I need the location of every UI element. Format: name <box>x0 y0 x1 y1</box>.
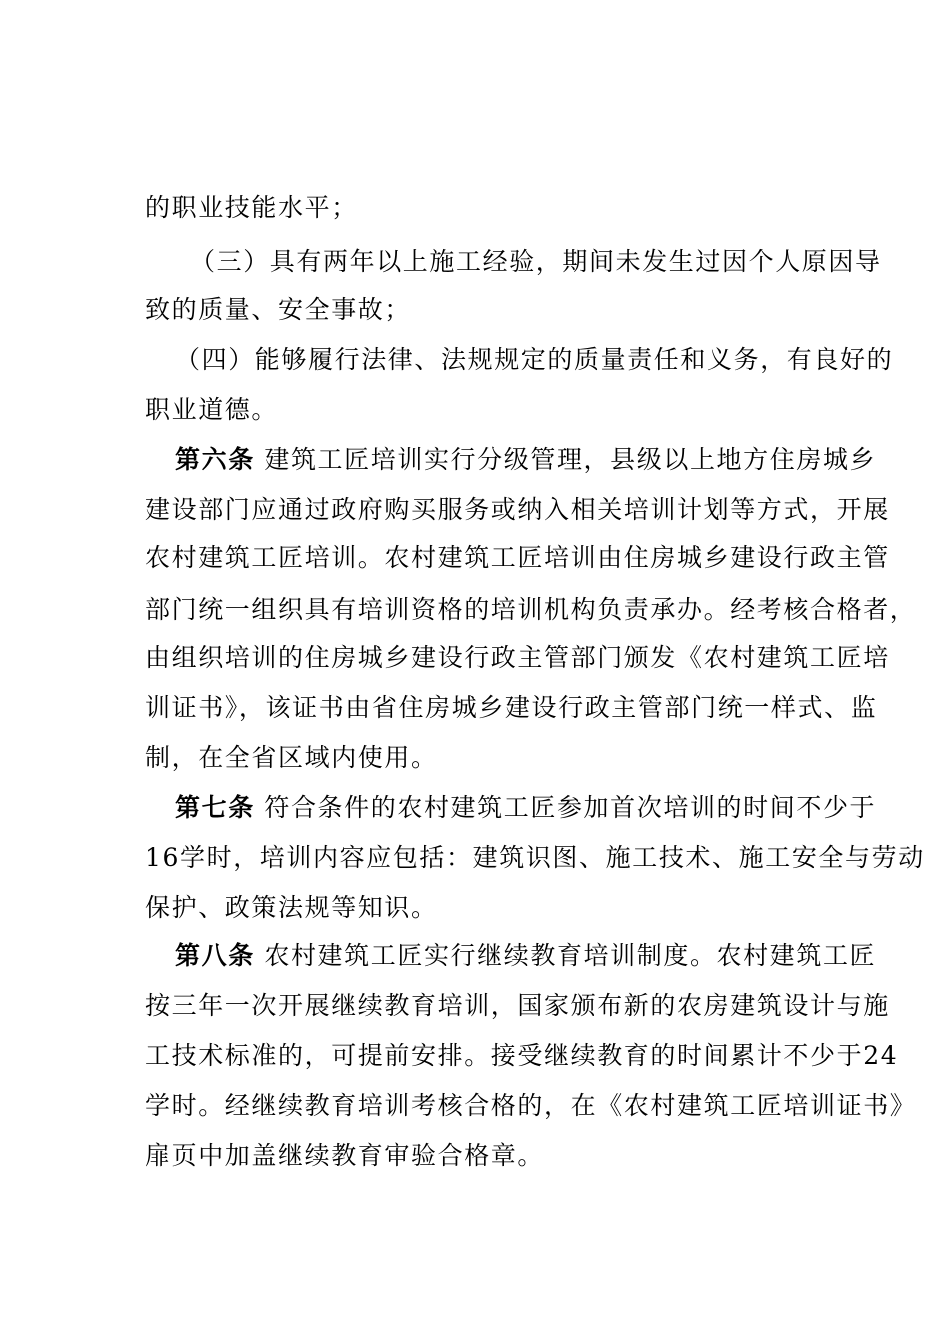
text-line: （四）能够履行法律、法规规定的质量责任和义务，有良好的 <box>175 345 894 374</box>
text-line: 致的质量、安全事故； <box>145 295 412 324</box>
article-8-heading-line: 第八条 农村建筑工匠实行继续教育培训制度。农村建筑工匠 <box>175 941 877 970</box>
text-line: 学时。经继续教育培训考核合格的，在《农村建筑工匠培训证书》 <box>145 1091 917 1120</box>
article-number: 第七条 <box>175 793 255 822</box>
text-line: 职业道德。 <box>145 395 279 424</box>
article-number: 第八条 <box>175 941 255 970</box>
text-line: 16学时，培训内容应包括：建筑识图、施工技术、施工安全与劳动 <box>145 843 925 872</box>
text-line: 部门统一组织具有培训资格的培训机构负责承办。经考核合格者， <box>145 595 917 624</box>
text-line: 按三年一次开展继续教育培训，国家颁布新的农房建筑设计与施 <box>145 991 890 1020</box>
text-line: 建设部门应通过政府购买服务或纳入相关培训计划等方式，开展 <box>145 495 890 524</box>
text-line: 保护、政策法规等知识。 <box>145 893 438 922</box>
text-line: 的职业技能水平； <box>145 193 358 222</box>
text-line: 制，在全省区域内使用。 <box>145 743 438 772</box>
article-number: 第六条 <box>175 445 255 474</box>
text-line: 训证书》，该证书由省住房城乡建设行政主管部门统一样式、监 <box>145 693 878 722</box>
text-line: 农村建筑工匠培训。农村建筑工匠培训由住房城乡建设行政主管 <box>145 543 890 572</box>
text-line: 扉页中加盖继续教育审验合格章。 <box>145 1141 545 1170</box>
text-line: 工技术标准的，可提前安排。接受继续教育的时间累计不少于24 <box>145 1041 899 1070</box>
text-line: （三）具有两年以上施工经验，期间未发生过因个人原因导 <box>190 247 882 276</box>
article-6-heading-line: 第六条 建筑工匠培训实行分级管理，县级以上地方住房城乡 <box>175 445 877 474</box>
article-7-heading-line: 第七条 符合条件的农村建筑工匠参加首次培训的时间不少于 <box>175 793 877 822</box>
text-line: 由组织培训的住房城乡建设行政主管部门颁发《农村建筑工匠培 <box>145 643 890 672</box>
